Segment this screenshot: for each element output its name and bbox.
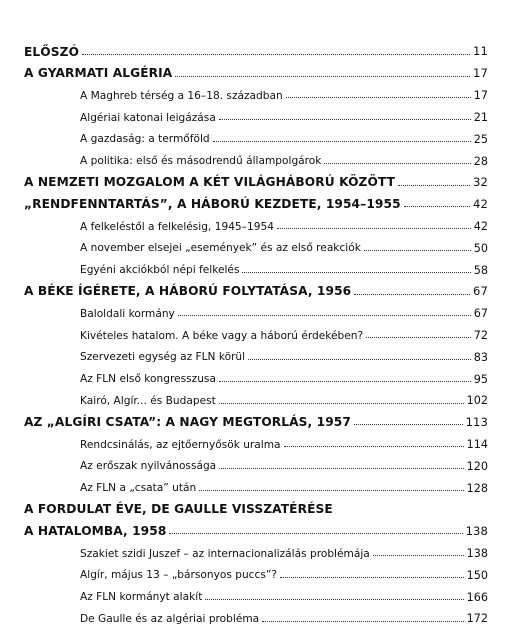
toc-page: 113: [465, 414, 488, 429]
leader-dots: [404, 206, 470, 207]
toc-entry[interactable]: [24, 123, 488, 145]
toc-title: A gazdaság: a termőföld: [80, 133, 210, 146]
toc-entry[interactable]: [24, 581, 488, 603]
toc-page: 72: [473, 328, 488, 342]
toc-title: A GYARMATI ALGÉRIA: [24, 66, 173, 81]
leader-dots: [284, 446, 464, 447]
toc-title: Szervezeti egység az FLN körül: [80, 351, 246, 364]
leader-dots: [175, 76, 470, 77]
toc-page: 32: [473, 174, 488, 189]
toc-page: 172: [466, 612, 488, 625]
leader-dots: [354, 424, 463, 425]
toc-entry[interactable]: [24, 450, 488, 472]
leader-dots: [178, 315, 471, 316]
leader-dots: [366, 337, 471, 338]
toc-title: Az FLN a „csata” után: [80, 482, 197, 495]
toc-title: Algériai katonai leigázása: [80, 111, 216, 124]
toc-page: 67: [473, 283, 488, 298]
toc-title: A felkeléstől a felkelésig, 1945–1954: [80, 220, 274, 233]
leader-dots: [364, 250, 471, 251]
toc-page: 17: [473, 89, 488, 103]
toc-title: A BÉKE ÍGÉRETE, A HÁBORÚ FOLYTATÁSA, 1956: [24, 284, 352, 299]
leader-dots: [219, 381, 471, 382]
toc-title: De Gaulle és az algériai probléma: [80, 612, 260, 625]
toc-title: A NEMZETI MOZGALOM A KÉT VILÁGHÁBORÚ KÖZÖTT: [24, 175, 396, 190]
toc-title: Az FLN első kongresszusa: [80, 373, 216, 386]
toc-entry[interactable]: [24, 494, 488, 516]
toc-title: A FORDULAT ÉVE, DE GAULLE VISSZATÉRÉSE: [24, 502, 333, 517]
leader-dots: [398, 185, 470, 186]
toc-page: 114: [466, 437, 488, 451]
toc-entry[interactable]: [24, 341, 488, 363]
toc-entry[interactable]: [24, 101, 488, 123]
toc-page: 128: [466, 481, 488, 495]
leader-dots: [219, 403, 464, 404]
leader-dots: [242, 272, 470, 273]
toc-page: 120: [466, 459, 488, 473]
leader-dots: [213, 141, 471, 142]
toc-title: Rendcsinálás, az ejtőernyősök uralma: [80, 438, 281, 451]
toc-page: 138: [465, 523, 488, 538]
toc-entry[interactable]: [24, 428, 488, 450]
toc-title: A november elsejei „események” és az első reakciók: [80, 242, 361, 255]
leader-dots: [169, 533, 462, 534]
toc-entry[interactable]: [24, 385, 488, 407]
toc-entry[interactable]: [24, 298, 488, 320]
toc-page: 28: [473, 154, 488, 168]
toc-title: Kairó, Algír... és Budapest: [80, 394, 216, 407]
toc-title: Baloldali kormány: [80, 307, 175, 320]
leader-dots: [219, 468, 463, 469]
leader-dots: [354, 294, 470, 295]
toc-page: 17: [473, 66, 488, 80]
toc-page: 95: [473, 372, 488, 386]
toc-entry[interactable]: [24, 603, 488, 625]
toc-entry[interactable]: [24, 559, 488, 581]
toc-entry[interactable]: [24, 254, 488, 276]
toc-entry[interactable]: [24, 145, 488, 167]
toc-entry[interactable]: [24, 407, 488, 429]
toc-entry[interactable]: [24, 363, 488, 385]
leader-dots: [199, 490, 463, 491]
toc-page: 150: [466, 568, 488, 582]
toc-page: 42: [473, 196, 488, 211]
leader-dots: [82, 54, 470, 55]
leader-dots: [219, 119, 471, 120]
toc-title: Egyéni akciókból népi felkelés: [80, 264, 240, 277]
toc-page: 138: [466, 546, 488, 560]
toc-entry[interactable]: [24, 80, 488, 102]
toc-page: 67: [473, 307, 488, 321]
toc-title: Az FLN kormányt alakít: [80, 591, 203, 604]
toc-entry[interactable]: [24, 58, 488, 80]
toc-title: A politika: első és másodrendű állampolgárok: [80, 155, 322, 168]
toc-entry[interactable]: [24, 276, 488, 298]
toc-entry[interactable]: [24, 319, 488, 341]
toc-title: Kivételes hatalom. A béke vagy a háború érdekében?: [80, 329, 364, 342]
toc-entry[interactable]: [24, 36, 488, 58]
toc-page: 102: [466, 394, 488, 408]
toc-page: 11: [473, 44, 488, 59]
leader-dots: [324, 163, 470, 164]
toc-title: AZ „ALGÍRI CSATA”: A NAGY MEGTORLÁS, 1957: [24, 415, 351, 430]
toc-entry[interactable]: [24, 537, 488, 559]
toc-page: 42: [473, 219, 488, 233]
toc-entry[interactable]: [24, 232, 488, 254]
toc-page: 166: [466, 590, 488, 604]
toc-title: „RENDFENNTARTÁS”, A HÁBORÚ KEZDETE, 1954–1955: [24, 197, 401, 212]
toc-entry[interactable]: [24, 472, 488, 494]
leader-dots: [373, 555, 464, 556]
toc-page: 25: [473, 132, 488, 146]
toc-entry[interactable]: [24, 516, 488, 538]
toc-entry[interactable]: [24, 189, 488, 211]
toc-entry[interactable]: [24, 210, 488, 232]
toc-title: ELŐSZÓ: [24, 44, 80, 59]
toc-page: 58: [473, 263, 488, 277]
toc-title: Az erőszak nyilvánossága: [80, 460, 217, 473]
toc-page: 21: [473, 110, 488, 124]
toc-title: Szakiet szidi Juszef – az internacionalizálás problémája: [80, 547, 370, 560]
toc-page: 50: [473, 241, 488, 255]
toc-page: 83: [473, 350, 488, 364]
leader-dots: [205, 599, 463, 600]
leader-dots: [248, 359, 471, 360]
toc-title: A Maghreb térség a 16–18. században: [80, 89, 283, 102]
leader-dots: [277, 228, 471, 229]
leader-dots: [280, 577, 464, 578]
toc-title: A HATALOMBA, 1958: [24, 524, 167, 539]
toc-entry[interactable]: [24, 167, 488, 189]
leader-dots: [286, 97, 471, 98]
table-of-contents: [24, 36, 488, 625]
toc-title: Algír, május 13 – „bársonyos puccs”?: [80, 569, 277, 582]
leader-dots: [262, 621, 463, 622]
